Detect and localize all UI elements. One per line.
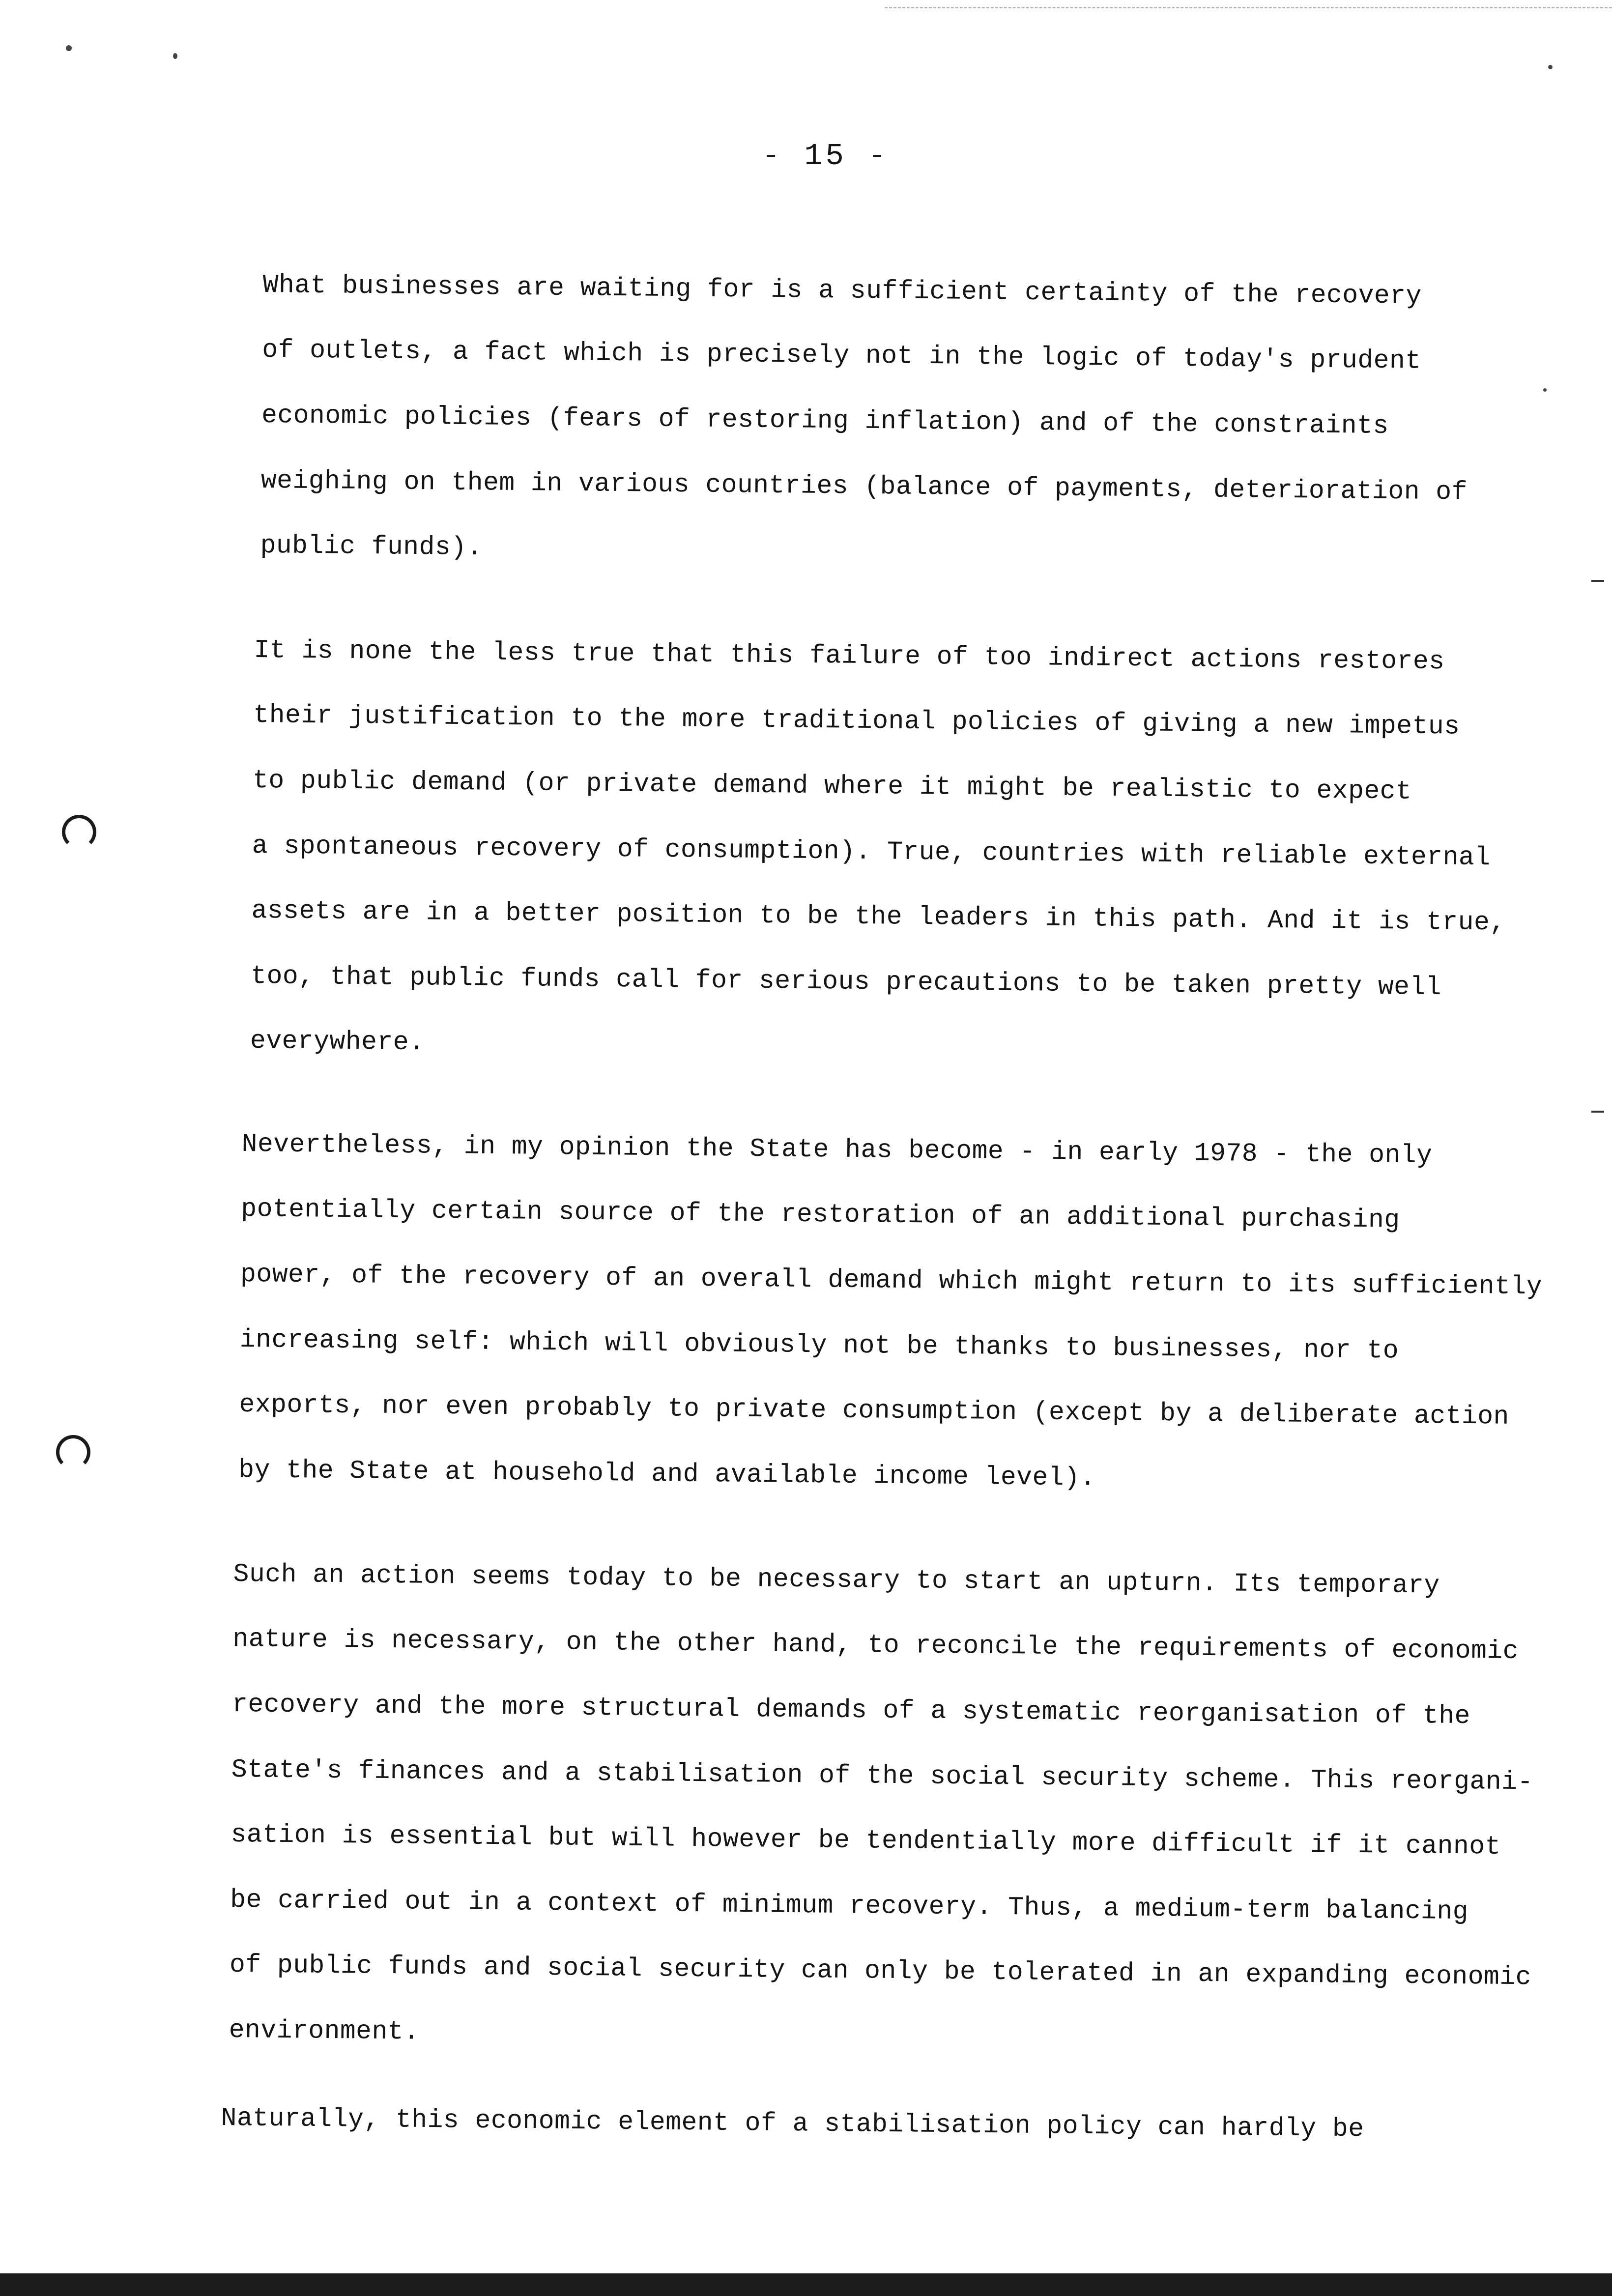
text-line: It is none the less true that this failure of too indirect actions restores — [254, 635, 1445, 677]
text-line: a spontaneous recovery of consumption). True, countries with reliable external — [252, 831, 1491, 873]
text-line: weighing on them in various countries (balance of payments, deterioration of — [260, 465, 1468, 507]
text-line: nature is necessary, on the other hand, to reconcile the requirements of economic — [232, 1624, 1519, 1666]
text-line: public funds). — [260, 530, 483, 563]
punch-hole-lower — [56, 1435, 90, 1469]
scan-bottom-edge — [0, 2273, 1612, 2296]
text-line: assets are in a better position to be the leaders in this path. And it is true, — [251, 895, 1506, 938]
text-line: Such an action seems today to be necessary to start an upturn. Its temporary — [233, 1559, 1440, 1601]
scan-speck — [1548, 65, 1553, 69]
text-line: Nevertheless, in my opinion the State has become - in early 1978 - the only — [241, 1129, 1433, 1171]
text-line: Naturally, this economic element of a stabilisation policy can hardly be — [221, 2103, 1364, 2144]
text-line: environment. — [229, 2015, 420, 2047]
text-line: potentially certain source of the restoration of an additional purchasing — [241, 1194, 1400, 1235]
text-line: their justification to the more traditional policies of giving a new impetus — [253, 700, 1460, 742]
scan-speck — [173, 53, 177, 59]
text-line: of outlets, a fact which is precisely not in the logic of today's prudent — [262, 335, 1421, 376]
scan-mark — [1591, 1111, 1604, 1113]
text-line: to public demand (or private demand where it might be realistic to expect — [252, 765, 1412, 806]
scan-top-edge — [885, 0, 1612, 8]
text-line: everywhere. — [250, 1026, 425, 1058]
scan-speck — [66, 45, 72, 51]
punch-hole-upper — [62, 815, 96, 849]
text-line: exports, nor even probably to private consumption (except by a deliberate action — [239, 1389, 1510, 1432]
text-line: by the State at household and available income level). — [238, 1455, 1096, 1493]
text-line: What businesses are waiting for is a sufficient certainty of the recovery — [262, 270, 1422, 311]
text-line: too, that public funds call for serious precautions to be taken pretty well — [251, 961, 1442, 1003]
page-number: - 15 - — [762, 139, 890, 173]
scan-mark — [1591, 580, 1604, 582]
text-line: State's finances and a stabilisation of the social security scheme. This reorgani- — [231, 1754, 1534, 1797]
text-line: sation is essential but will however be tendentially more difficult if it cannot — [230, 1819, 1501, 1862]
text-line: be carried out in a context of minimum recovery. Thus, a medium-term balancing — [230, 1885, 1469, 1927]
text-line: of public funds and social security can only be tolerated in an expanding economic — [229, 1950, 1532, 1992]
text-line: recovery and the more structural demands of a systematic reorganisation of the — [231, 1689, 1471, 1731]
text-line: economic policies (fears of restoring inflation) and of the constraints — [261, 400, 1389, 441]
text-line: increasing self: which will obviously not be thanks to businesses, nor to — [239, 1324, 1399, 1366]
text-line: power, of the recovery of an overall demand which might return to its sufficiently — [240, 1259, 1543, 1302]
scan-speck — [1543, 388, 1547, 392]
